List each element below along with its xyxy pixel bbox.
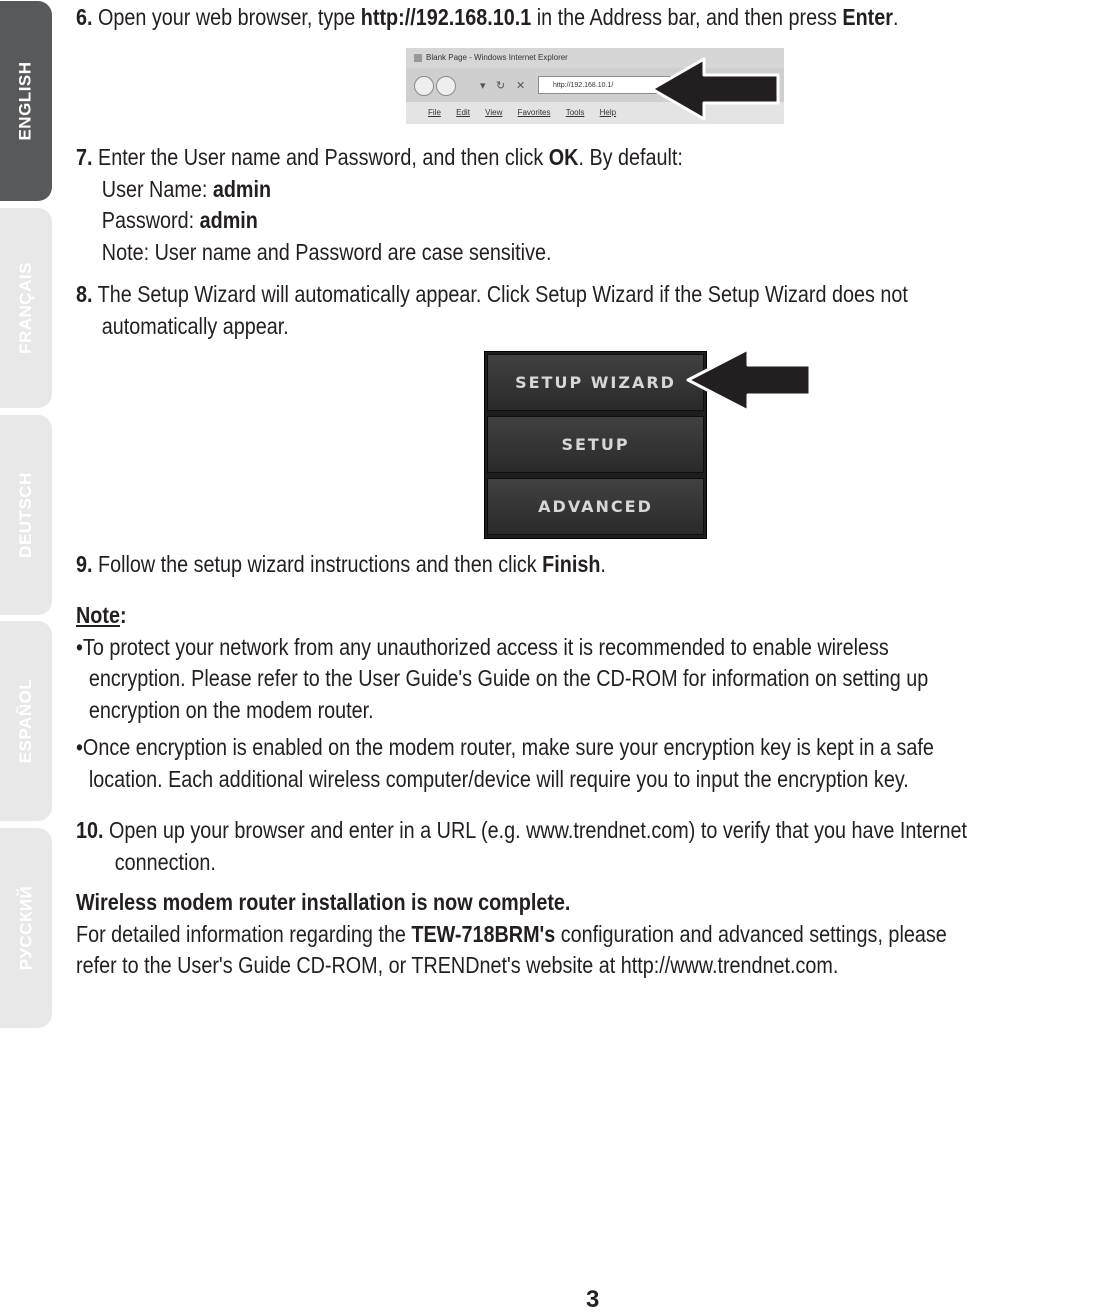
setup-button: SETUP: [487, 416, 704, 473]
finish-label: Finish: [542, 551, 601, 577]
note-bullet-2: [76, 732, 962, 764]
step-7-number: 7.: [76, 144, 93, 170]
note-section: [76, 600, 962, 795]
dropdown-icon: ▾: [480, 80, 486, 92]
tab-espanol[interactable]: [0, 621, 52, 821]
note-bullet-1: [76, 632, 962, 664]
ie-menu-help: Help: [599, 108, 617, 117]
step-8-line-2: automatically appear.: [101, 312, 289, 339]
advanced-button: ADVANCED: [487, 478, 704, 535]
pointer-arrow-icon: [686, 347, 812, 413]
ie-menu-edit: Edit: [456, 108, 470, 117]
closing-section: [76, 887, 962, 982]
back-button-icon: [414, 76, 434, 96]
step-10-number: 10.: [76, 817, 104, 843]
tab-francais[interactable]: [0, 208, 52, 408]
ie-menu-view: View: [485, 108, 503, 117]
step-6-number: 6.: [76, 4, 93, 30]
note-bullet-2-line-2: location. Each additional wireless computer/device will require you to input the encryption key.: [88, 765, 909, 792]
router-url: http://192.168.10.1: [360, 4, 532, 30]
password-label: Password:: [101, 207, 200, 233]
step-6-text-mid: in the Address bar, and then press: [531, 4, 843, 30]
step-10-line-2: connection.: [114, 848, 216, 875]
tab-deutsch[interactable]: [0, 415, 52, 615]
step-9: [76, 549, 962, 581]
enter-key-label: Enter: [842, 4, 893, 30]
note-bullet-1-line-1: To protect your network from any unauthorized access it is recommended to enable wireless: [82, 633, 889, 660]
closing-pre: For detailed information regarding the: [76, 920, 412, 947]
ok-label: OK: [548, 144, 579, 170]
username-label: User Name:: [101, 175, 213, 202]
stop-icon: ✕: [516, 80, 526, 92]
ie-menu-favorites: Favorites: [517, 108, 551, 117]
tab-russian[interactable]: [0, 828, 52, 1028]
bullet-icon: •: [76, 633, 83, 660]
step-10: [76, 815, 967, 878]
step-10-line-1: Open up your browser and enter in a URL (e.g. www.trendnet.com) to verify that you have Internet: [109, 817, 967, 843]
ie-menu-file: File: [428, 108, 441, 117]
step-7: [76, 142, 962, 268]
note-bullet-1-line-2: encryption. Please refer to the User Guide's Guide on the CD-ROM for information on setting up: [88, 665, 929, 691]
tab-espanol-label: ESPAÑOL: [16, 678, 36, 764]
pointer-arrow-icon: [652, 57, 780, 121]
setup-wizard-button: SETUP WIZARD: [487, 354, 704, 411]
ie-page-icon: [414, 54, 422, 62]
tab-english-label: ENGLISH: [16, 61, 35, 141]
step-6-text-pre: Open your web browser, type: [97, 4, 361, 30]
step-6: [76, 2, 962, 34]
ie-address-text: http://192.168.10.1/: [553, 82, 614, 89]
step-8-line-1: The Setup Wizard will automatically appear. Click Setup Wizard if the Setup Wizard does not: [97, 281, 908, 307]
tab-english[interactable]: [0, 1, 52, 201]
step-9-number: 9.: [76, 551, 93, 577]
step-7-text-post: . By default:: [578, 144, 683, 170]
tab-francais-label: FRANÇAIS: [16, 262, 35, 354]
step-6-text-end: .: [892, 4, 899, 30]
password-value: admin: [199, 207, 258, 233]
username-value: admin: [212, 175, 272, 202]
tab-deutsch-label: DEUTSCH: [16, 472, 36, 558]
installation-complete-heading: Wireless modem router installation is now complete.: [76, 889, 571, 915]
note-bullet-2-line-1: Once encryption is enabled on the modem router, make sure your encryption key is kept in a safe: [82, 734, 934, 760]
case-sensitive-note: Note: User name and Password are case sensitive.: [101, 238, 552, 265]
closing-post: configuration and advanced settings, please: [555, 920, 947, 947]
closing-line-2: refer to the User's Guide CD-ROM, or TRENDnet's website at http://www.trendnet.com.: [76, 952, 839, 978]
step-8: [76, 279, 962, 342]
note-heading: Note: [76, 602, 120, 628]
forward-button-icon: [436, 76, 456, 96]
step-8-number: 8.: [76, 281, 93, 307]
default-password: [76, 205, 962, 237]
ie-menu-tools: Tools: [565, 108, 585, 117]
refresh-icon: ↻: [496, 80, 506, 92]
router-menu-screenshot: [484, 351, 707, 539]
note-bullet-1-line-3: encryption on the modem router.: [88, 696, 374, 723]
step-9-text-pre: Follow the setup wizard instructions and then click: [97, 551, 543, 577]
bullet-icon: •: [76, 734, 83, 760]
note-colon: :: [119, 602, 127, 628]
closing-line-1: [76, 919, 962, 951]
step-7-text-pre: Enter the User name and Password, and then click: [97, 144, 549, 170]
ie-window-title: Blank Page - Windows Internet Explorer: [426, 53, 568, 62]
tab-russian-label: РУССКИЙ: [16, 885, 35, 971]
default-username: [76, 174, 962, 206]
model-name: TEW-718BRM's: [411, 920, 556, 947]
page-number: 3: [586, 1286, 600, 1313]
step-9-text-end: .: [600, 551, 606, 577]
